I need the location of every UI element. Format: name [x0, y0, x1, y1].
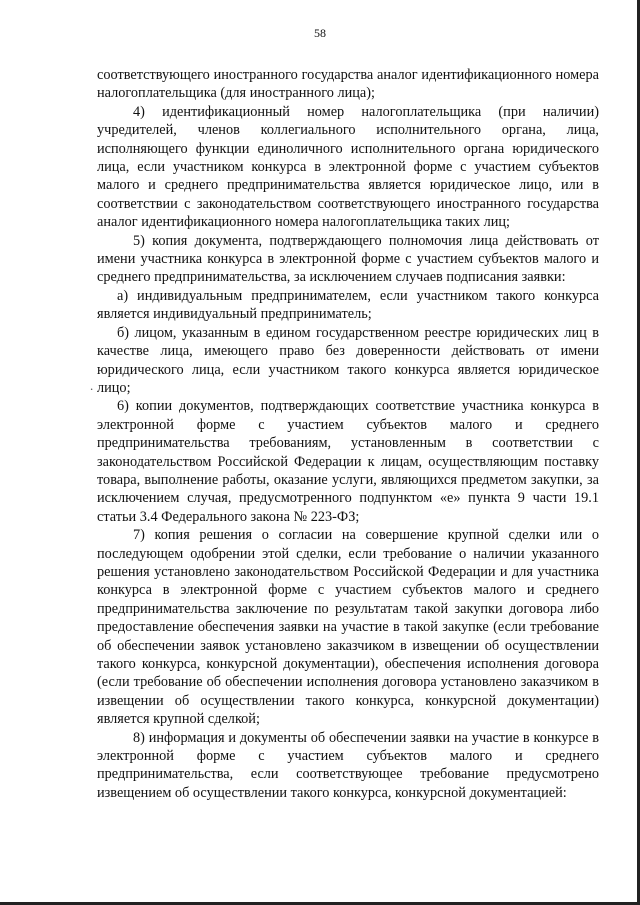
- page-number: 58: [314, 26, 326, 40]
- paragraph-item-5b: б) лицом, указанным в едином государственном реестре юридических лиц в качестве лица, имеющего право без доверенности действовать от имени юридического лица, если участником такого конкурса является юридическое лицо;: [97, 324, 599, 396]
- margin-dot: .: [90, 378, 94, 393]
- paragraph-item-5: 5) копия документа, подтверждающего полномочия лица действовать от имени участника конкурса в электронной форме с участием субъектов малого и среднего предпринимательства, за исключением случаев подписания заявки:: [97, 232, 599, 286]
- paragraph-item-7: 7) копия решения о согласии на совершение крупной сделки или о последующем одобрении этой сделки, если требование о наличии указанного решения установлено законодательством Российской Федерации и для участника конкурса в электронной форме с участием субъектов малого и среднего предпринимательства заключение по результатам такой закупки договора либо предоставление обеспечения заявки на участие в такой закупке (если требование об обеспечении заявок установлено заказчиком в извещении об осуществлении такого конкурса, конкурсной документации), обеспечения исполнения договора (если требование об обеспечении исполнения договора установлено заказчиком в извещении об осуществлении такого конкурса, конкурсной документации) является крупной сделкой;: [97, 527, 599, 728]
- paragraph-item-6: 6) копии документов, подтверждающих соответствие участника конкурса в электронной форме с участием субъектов малого и среднего предпринимательства требованиям, установленным в соответствии с законодательством Российской Федерации к лицам, осуществляющим поставку товара, выполнение работы, оказание услуги, являющихся предметом закупки, за исключением случая, предусмотренного подпунктом «е» пункта 9 части 19.1 статьи 3.4 Федерального закона № 223-ФЗ;: [97, 398, 599, 525]
- paragraph-item-5a: а) индивидуальным предпринимателем, если участником такого конкурса является индивидуальный предприниматель;: [97, 287, 599, 323]
- paragraph-item-8: 8) информация и документы об обеспечении заявки на участие в конкурсе в электронной форме с участием субъектов малого и среднего предпринимательства, если соответствующее требование предусмотрено извещением об осуществлении такого конкурса, конкурсной документацией:: [97, 729, 599, 801]
- paragraph-continuation: соответствующего иностранного государства аналог идентификационного номера налогоплательщика (для иностранного лица);: [97, 67, 599, 102]
- paragraph-item-4: 4) идентификационный номер налогоплательщика (при наличии) учредителей, членов коллегиального исполнительного органа, лица, исполняющего функции единоличного исполнительного органа юридического лица, если участником конкурса в электронной форме с участием субъектов малого и среднего предпринимательства является юридическое лицо, или в соответствии с законодательством соответствующего иностранного государства аналог идентификационного номера налогоплательщика таких лиц;: [97, 103, 599, 231]
- document-body: [97, 66, 599, 802]
